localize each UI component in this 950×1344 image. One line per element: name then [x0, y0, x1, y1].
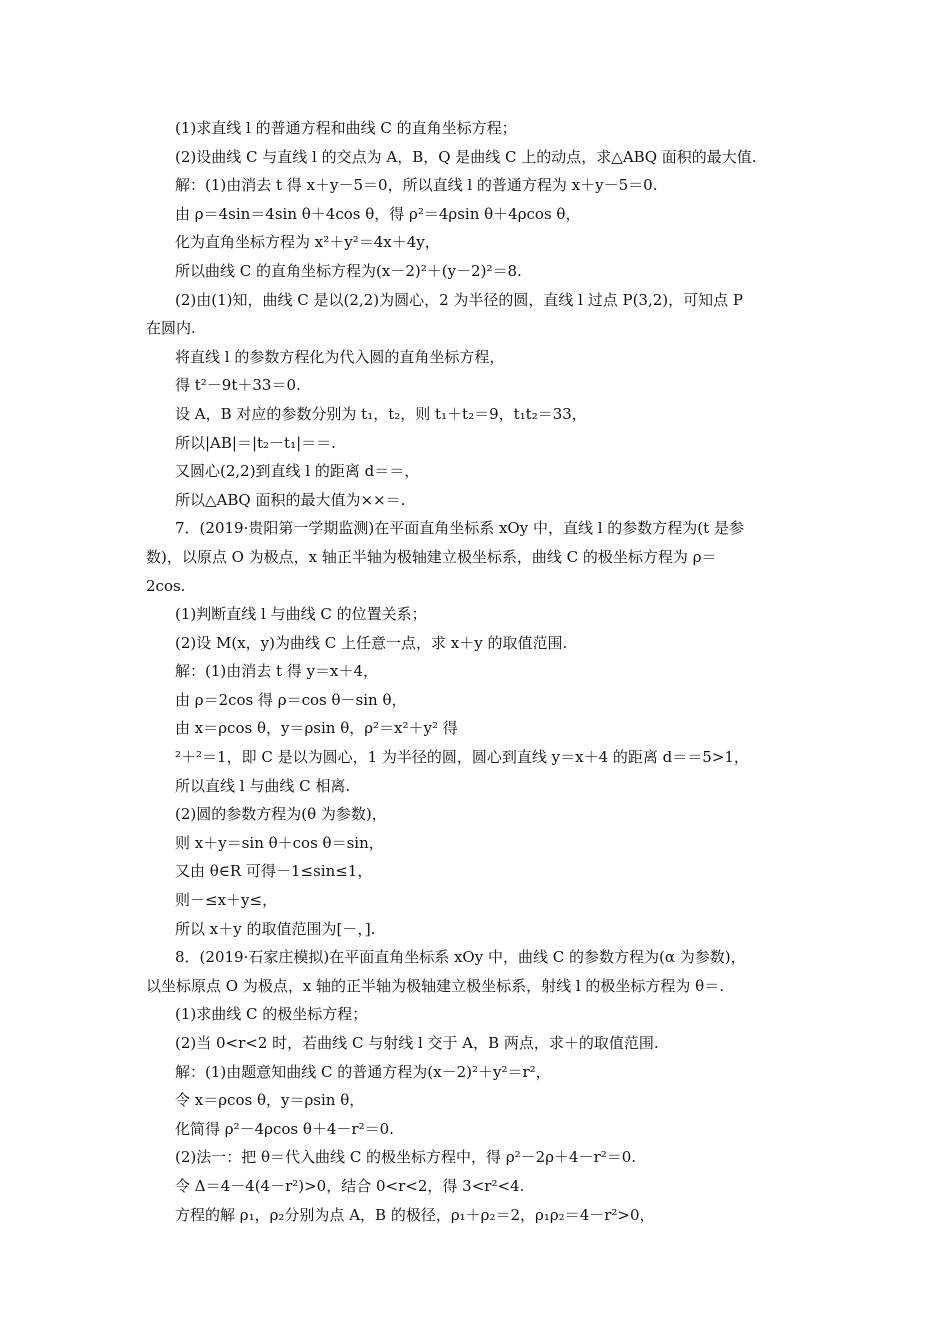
text-line: 解：(1)由消去 t 得 y＝x＋4，: [175, 662, 379, 681]
text-line: 解：(1)由消去 t 得 x＋y－5＝0，所以直线 l 的普通方程为 x＋y－5＝0.: [175, 176, 658, 195]
text-line: (2)由(1)知，曲线 C 是以(2,2)为圆心，2 为半径的圆，直线 l 过点 P(3,2)，可知点 P: [175, 290, 743, 309]
text-line: (2)设曲线 C 与直线 l 的交点为 A，B，Q 是曲线 C 上的动点，求△ABQ 面积的最大值.: [175, 147, 757, 166]
text-line: ²＋²＝1，即 C 是以为圆心，1 为半径的圆，圆心到直线 y＝x＋4 的距离 d＝＝5>1，: [175, 748, 749, 767]
text-line: 所以曲线 C 的直角坐标方程为(x－2)²＋(y－2)²＝8.: [175, 261, 522, 280]
text-line: 化为直角坐标方程为 x²＋y²＝4x＋4y，: [175, 233, 440, 252]
text-line: (2)圆的参数方程为(θ 为参数)，: [175, 805, 387, 824]
text-line: 在圆内.: [146, 319, 196, 338]
text-line: 则－≤x＋y≤，: [175, 891, 278, 910]
text-line: 2cos.: [146, 576, 186, 595]
text-line: 化简得 ρ²－4ρcos θ＋4－r²＝0.: [175, 1119, 394, 1138]
text-line: 所以直线 l 与曲线 C 相离.: [175, 776, 351, 795]
text-line: 又由 θ∈R 可得－1≤sin≤1，: [175, 862, 373, 881]
text-line: 方程的解 ρ₁，ρ₂分别为点 A，B 的极径，ρ₁＋ρ₂＝2，ρ₁ρ₂＝4－r²>0，: [175, 1205, 655, 1224]
text-line: 以坐标原点 O 为极点，x 轴的正半轴为极轴建立极坐标系，射线 l 的极坐标方程为 θ＝.: [146, 976, 724, 995]
text-line: 令 x＝ρcos θ，y＝ρsin θ，: [175, 1091, 365, 1110]
text-line: 所以△ABQ 面积的最大值为××＝.: [175, 490, 406, 509]
text-line: 将直线 l 的参数方程化为代入圆的直角坐标方程，: [175, 347, 505, 366]
text-line: 7．(2019·贵阳第一学期监测)在平面直角坐标系 xOy 中，直线 l 的参数方程为(t 是参: [175, 519, 744, 538]
text-line: 所以 x＋y 的取值范围为[－，].: [175, 919, 376, 938]
text-line: (2)当 0<r<2 时，若曲线 C 与射线 l 交于 A，B 两点，求＋的取值范围.: [175, 1034, 659, 1052]
text-line: 8．(2019·石家庄模拟)在平面直角坐标系 xOy 中，曲线 C 的参数方程为(α 为参数)，: [175, 948, 746, 967]
text-line: 得 t²－9t＋33＝0.: [175, 376, 301, 395]
text-line: 解：(1)由题意知曲线 C 的普通方程为(x－2)²＋y²＝r²，: [175, 1062, 551, 1081]
text-line: (1)求曲线 C 的极坐标方程；: [175, 1005, 368, 1024]
text-line: 令 Δ＝4－4(4－r²)>0，结合 0<r<2，得 3<r²<4.: [175, 1176, 525, 1195]
text-line: (1)求直线 l 的普通方程和曲线 C 的直角坐标方程；: [175, 119, 517, 137]
document-body: [146, 114, 818, 1229]
text-line: 由 x＝ρcos θ，y＝ρsin θ，ρ²＝x²＋y² 得: [175, 719, 458, 738]
text-line: 由 ρ＝4sin＝4sin θ＋4cos θ，得 ρ²＝4ρsin θ＋4ρcos θ，: [175, 204, 581, 223]
text-line: 数)，以原点 O 为极点，x 轴正半轴为极轴建立极坐标系，曲线 C 的极坐标方程为 ρ＝: [146, 547, 717, 566]
text-line: 由 ρ＝2cos 得 ρ＝cos θ－sin θ，: [175, 690, 407, 709]
text-line: (2)设 M(x，y)为曲线 C 上任意一点，求 x＋y 的取值范围.: [175, 633, 568, 652]
text-line: 所以|AB|＝|t₂－t₁|＝＝.: [175, 433, 336, 452]
text-line: 则 x＋y＝sin θ＋cos θ＝sin，: [175, 833, 384, 852]
text-line: 设 A，B 对应的参数分别为 t₁，t₂，则 t₁＋t₂＝9，t₁t₂＝33，: [175, 404, 587, 423]
text-line: (1)判断直线 l 与曲线 C 的位置关系；: [175, 605, 427, 624]
text-line: 又圆心(2,2)到直线 l 的距离 d＝＝，: [175, 462, 420, 481]
text-line: (2)法一：把 θ＝代入曲线 C 的极坐标方程中，得 ρ²－2ρ＋4－r²＝0.: [175, 1148, 637, 1167]
